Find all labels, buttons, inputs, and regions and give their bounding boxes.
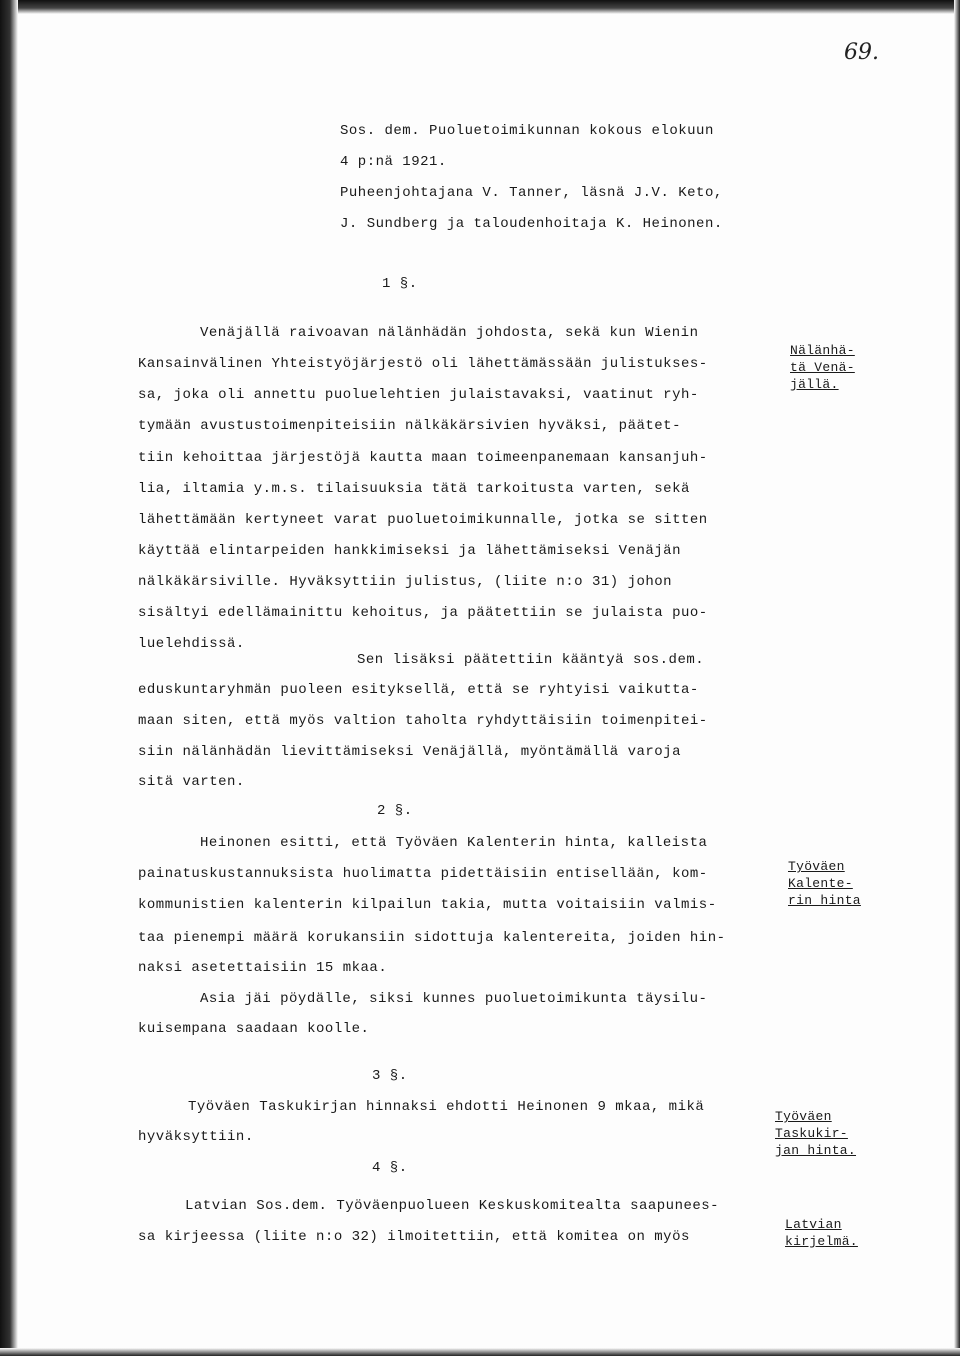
section-1-line: tiin kehoittaa järjestöjä kautta maan toimeenpanemaan kansanjuh- — [138, 450, 708, 466]
scan-edge-top — [0, 0, 960, 14]
section-1-line: siin nälänhädän lievittämiseksi Venäjällä, myöntämällä varoja — [138, 744, 681, 760]
section-1-line: eduskuntaryhmän puoleen esityksellä, että se ryhtyisi vaikutta- — [138, 682, 699, 698]
section-1-line: sa, joka oli annettu puoluelehtien julaistavaksi, vaatinut ryh- — [138, 387, 699, 403]
section-2-line: painatuskustannuksista huolimatta pidettäisiin entisellään, kom- — [138, 866, 708, 882]
margin-note-line: Työväen — [788, 859, 845, 874]
margin-note-line: Latvian — [785, 1217, 842, 1232]
margin-note-line: Nälänhä- — [790, 343, 855, 358]
page-number: 69. — [844, 40, 879, 65]
section-3-heading: 3 §. — [372, 1068, 408, 1084]
section-1-line: lähettämään kertyneet varat puoluetoimikunnalle, jotka se sitten — [138, 512, 708, 528]
section-1-line: tymään avustustoimenpiteisiin nälkäkärsivien hyväksi, päätet- — [138, 418, 681, 434]
section-1-line: nälkäkärsiville. Hyväksyttiin julistus, (liite n:o 31) johon — [138, 574, 673, 590]
margin-note-line: kirjelmä. — [785, 1234, 858, 1249]
header-line-3: Puheenjohtajana V. Tanner, läsnä J.V. Keto, — [340, 185, 723, 201]
section-2-line: kuisempana saadaan koolle. — [138, 1021, 370, 1037]
section-1-line: Sen lisäksi päätettiin kääntyä sos.dem. — [357, 652, 705, 668]
section-1-line: käyttää elintarpeiden hankkimiseksi ja lähettämiseksi Venäjän — [138, 543, 681, 559]
margin-note-line: jällä. — [790, 377, 839, 392]
section-4-line: sa kirjeessa (liite n:o 32) ilmoitettiin, että komitea on myös — [138, 1229, 690, 1245]
section-1-heading: 1 §. — [382, 276, 418, 292]
section-3-line: hyväksyttiin. — [138, 1129, 254, 1145]
margin-note-line: jan hinta. — [775, 1143, 857, 1158]
section-1-line: lia, iltamia y.m.s. tilaisuuksia tätä tarkoitusta varten, sekä — [138, 481, 690, 497]
section-2-line: kommunistien kalenterin kilpailun takia, mutta voitaisiin valmis- — [138, 897, 717, 913]
section-2-line: taa pienempi määrä korukansiin sidottuja kalentereita, joiden hin- — [138, 930, 726, 946]
section-1-line: sisältyi edellämainittu kehoitus, ja päätettiin se julaista puo- — [138, 605, 708, 621]
header-line-1: Sos. dem. Puoluetoimikunnan kokous elokuun — [340, 123, 714, 139]
section-1-line: luelehdissä. — [138, 636, 245, 652]
scan-edge-left — [0, 0, 18, 1356]
section-1-line: maan siten, että myös valtion taholta ryhdyttäisiin toimenpitei- — [138, 713, 708, 729]
section-2-line: Heinonen esitti, että Työväen Kalenterin hinta, kalleista — [200, 835, 708, 851]
header-line-2: 4 p:nä 1921. — [340, 154, 447, 170]
section-2-line: naksi asetettaisiin 15 mkaa. — [138, 960, 388, 976]
margin-note-line: tä Venä- — [790, 360, 855, 375]
section-1-line: Kansainvälinen Yhteistyöjärjestö oli lähettämässään julistukses- — [138, 356, 708, 372]
section-2-line: Asia jäi pöydälle, siksi kunnes puoluetoimikunta täysilu- — [200, 991, 708, 1007]
section-3-line: Työväen Taskukirjan hinnaksi ehdotti Heinonen 9 mkaa, mikä — [188, 1099, 705, 1115]
margin-note-line: Taskukir- — [775, 1126, 848, 1141]
section-1-line: Venäjällä raivoavan nälänhädän johdosta, sekä kun Wienin — [200, 325, 699, 341]
margin-note-line: rin hinta — [788, 893, 861, 908]
scan-edge-bottom — [0, 1348, 960, 1356]
section-4-line: Latvian Sos.dem. Työväenpuolueen Keskuskomitealta saapunees- — [185, 1198, 720, 1214]
margin-note-line: Työväen — [775, 1109, 832, 1124]
section-1-line: sitä varten. — [138, 774, 245, 790]
scan-edge-right — [954, 0, 960, 1356]
margin-note-line: Kalente- — [788, 876, 853, 891]
section-4-heading: 4 §. — [372, 1160, 408, 1176]
section-2-heading: 2 §. — [377, 803, 413, 819]
header-line-4: J. Sundberg ja taloudenhoitaja K. Heinonen. — [340, 216, 723, 232]
